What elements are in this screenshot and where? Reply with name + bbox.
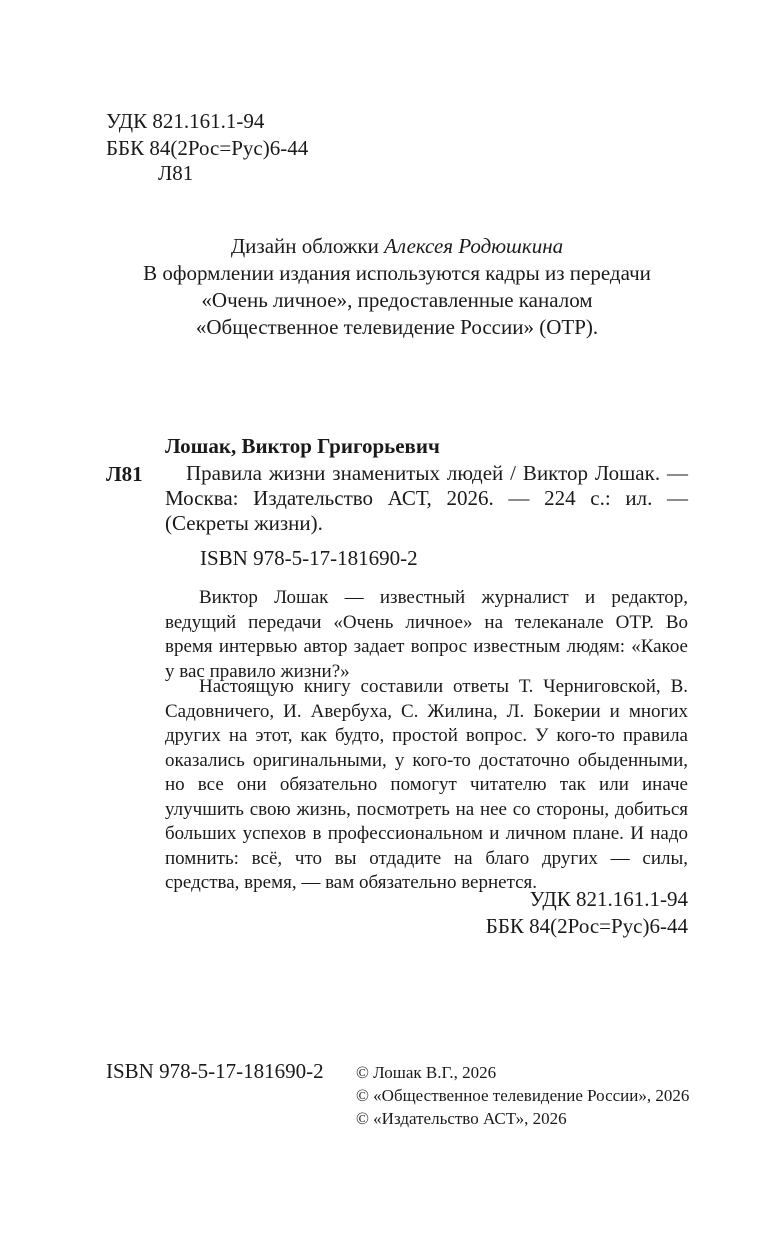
udk-code: УДК 821.161.1-94 — [106, 109, 265, 133]
catalog-author: Лошак, Виктор Григорьевич — [165, 434, 440, 458]
cover-design-credit: Дизайн обложки Алексея Родюшкина — [230, 234, 564, 258]
catalog-isbn: ISBN 978-5-17-181690-2 — [200, 546, 418, 570]
credit-line-4: «Общественное телевидение России» (ОТР). — [195, 315, 599, 339]
catalog-description: Правила жизни знаменитых людей / Виктор Лошак. — Москва: Издательство АСТ, 2026. — 224 с.: ил. — (Секреты жизни). — [165, 461, 688, 535]
bottom-udk-code: УДК 821.161.1-94 — [529, 887, 688, 911]
copyright-ast: © «Издательство АСТ», 2026 — [356, 1109, 567, 1128]
credit-line-3: «Очень личное», предоставленные каналом — [201, 288, 593, 312]
footer-isbn: ISBN 978-5-17-181690-2 — [106, 1059, 324, 1083]
copyright-author: © Лошак В.Г., 2026 — [356, 1063, 497, 1082]
bottom-bbk-code: ББК 84(2Рос=Рус)6-44 — [485, 914, 688, 938]
bbk-code: ББК 84(2Рос=Рус)6-44 — [106, 136, 309, 160]
credits-block — [106, 233, 688, 341]
catalog-mark: Л81 — [106, 462, 143, 486]
author-mark: Л81 — [158, 161, 194, 185]
cover-designer-name: Алексея Родюшкина — [384, 234, 564, 258]
annotation-paragraph-2: Настоящую книгу составили ответы Т. Черниговской, В. Садовничего, И. Авербуха, С. Жилина, Л. Бокерии и многих других на этот, как будто, простой вопрос. У кого-то правила оказались оригинальными, у кого-то достаточно обыденными, но все они обязательно помогут читателю так или иначе улучшить свою жизнь, посмотреть на нее со стороны, добиться больших успехов в профессиональном и личном плане. И надо помнить: всё, что вы отдадите на благо других — силы, средства, время, — вам обязательно вернется. — [165, 676, 688, 893]
copyright-otr: © «Общественное телевидение России», 2026 — [356, 1086, 690, 1105]
credit-line-2: В оформлении издания используются кадры из передачи — [143, 261, 651, 285]
annotation-paragraph-1: Виктор Лошак — известный журналист и редактор, ведущий передачи «Очень личное» на телеканале ОТР. Во время интервью автор задает вопрос известным людям: «Какое у вас правило жизни?» — [165, 587, 688, 682]
